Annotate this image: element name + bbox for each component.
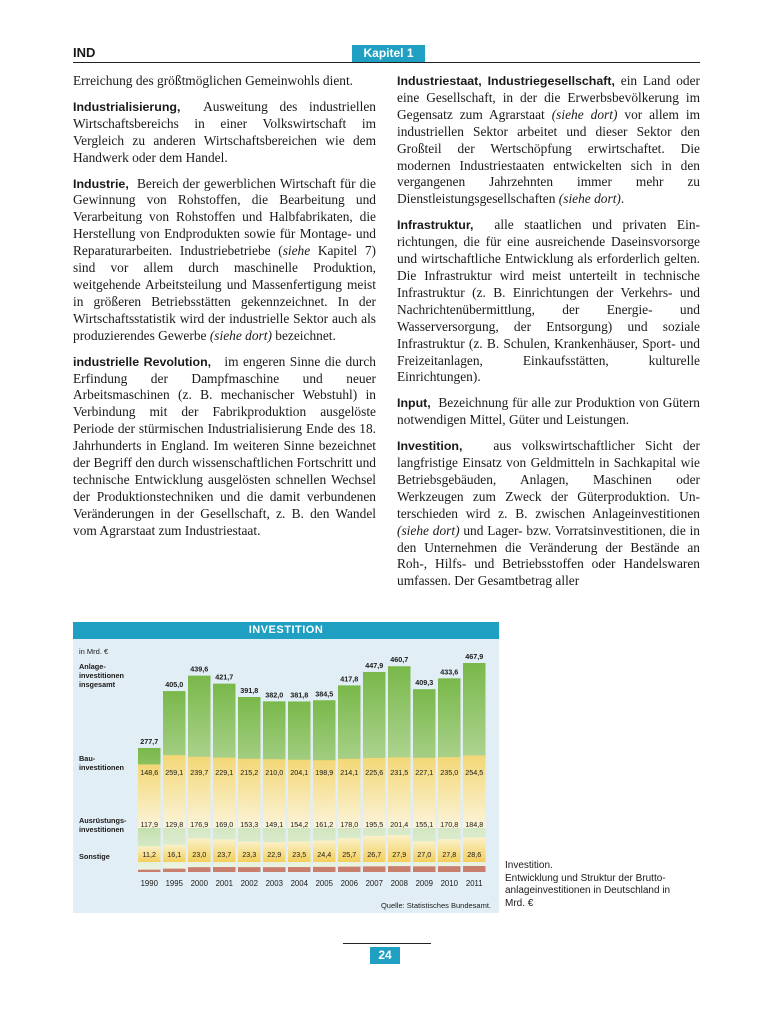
row-label-1-1: investitionen — [79, 763, 125, 772]
text-industriestaat-1: ein Land oder eine Gesellschaft, in der die Erwerbsbevölkerung im Gegensatz zum Agrarstaat — [397, 73, 700, 122]
intro-text: Erreichung des größtmöglichen Gemeinwohls dient. — [73, 73, 354, 88]
bar-sonstige-2005 — [313, 867, 336, 872]
label-ausruestung-2009: 155,1 — [415, 820, 434, 829]
entry-industrialisierung — [73, 99, 376, 167]
label-bau-2010: 235,0 — [440, 768, 459, 777]
label-sonstige-2001: 23,7 — [217, 850, 232, 859]
bar-sonstige-1990 — [138, 870, 161, 872]
investition-chart — [73, 622, 499, 913]
label-total-2003: 382,0 — [265, 690, 284, 700]
text-industrie-1: Bereich der gewerblichen Wirtschaft für die Gewinnung von Rohstoffen, die Bearbeitung und Verarbeitung von Rohstoffen und Halbfabrikaten, die Herstellung von Endprodukten sowie für Montage- und Reparaturarbeiten. Industriebetriebe ( — [73, 175, 376, 259]
label-ausruestung-1995: 129,8 — [165, 820, 184, 829]
bar-sonstige-2006 — [338, 867, 361, 872]
entry-investition — [397, 438, 700, 590]
chart-unit-label: in Mrd. € — [79, 647, 109, 656]
entry-industrie — [73, 176, 376, 345]
chart-caption — [505, 860, 705, 910]
label-ausruestung-2004: 154,2 — [290, 820, 309, 829]
term-infrastruktur: Infrastruktur, — [397, 218, 474, 233]
label-sonstige-2004: 23,5 — [292, 850, 307, 859]
bar-sonstige-2007 — [363, 866, 386, 872]
label-total-2005: 384,5 — [315, 689, 334, 699]
bar-sonstige-2008 — [388, 866, 411, 872]
bar-sonstige-1995 — [163, 869, 186, 872]
label-sonstige-2009: 27,0 — [417, 850, 432, 859]
label-ausruestung-2011: 184,8 — [465, 820, 484, 829]
ref-industriestaat-1: (siehe dort) — [551, 106, 618, 122]
text-industriestaat-2: vor allem im industriellen Sektor arbeitet und dieser Sektor den Großteil der Wertschöpfung erwirtschaftet. Die modernen Industriestaaten entwickelten sich in den vergangenen Jahrzehnten immer mehr zu Dienstleistungsgesellschaften — [397, 106, 701, 207]
label-total-2010: 433,6 — [440, 667, 459, 677]
text-industrie-2: Kapitel 7) sind vor allem durch maschinelle Produktion, weitgehende Arbeitsteilung und Massenfertigung meist in größeren Betriebsstätten gekennzeichnet. In der Wirtschaftsstatistik wird der industrielle Sektor auch als produzierendes Gewerbe — [73, 243, 377, 343]
row-label-0-2: insgesamt — [79, 680, 116, 689]
term-industrialisierung: Industrialisierung, — [73, 99, 181, 114]
label-sonstige-2006: 25,7 — [342, 850, 357, 859]
right-column — [397, 73, 700, 599]
year-label-2007: 2007 — [365, 879, 383, 888]
label-sonstige-2007: 26,7 — [367, 850, 382, 859]
caption-line-2: Entwicklung und Struktur der Brutto- — [505, 872, 666, 884]
label-bau-2000: 239,7 — [190, 768, 209, 777]
bar-bau-2011 — [463, 755, 486, 828]
term-industrie: Industrie, — [73, 176, 129, 191]
label-bau-2002: 215,2 — [240, 768, 259, 777]
entry-infrastruktur — [397, 217, 700, 386]
label-bau-1995: 259,1 — [165, 768, 184, 777]
caption-line-4: Mrd. € — [505, 897, 534, 909]
text-infrastruktur: alle staatlichen und privaten Einrichtungen, die für eine ausreichende Daseinsvorsorge und wirtschaftliche Entwicklung als erforderlich gelten. Die Infrastruktur wird meist unterteilt in technische Infrastruktur (z. B. Einrichtungen der Verkehrs- und Nachrichtenübermittlung, der Energie- und Wasserversorgung, der Entsorgung) und soziale Infrastruktur (z. B. Schulen, Krankenhäuser, Sport- und Freizeitanlagen, Einkaufsstätten, kulturelle Einrichtungen). — [397, 217, 700, 385]
year-label-1990: 1990 — [140, 879, 158, 888]
label-total-2000: 439,6 — [190, 664, 209, 674]
chart-title: INVESTITION — [73, 622, 499, 639]
label-total-1995: 405,0 — [165, 680, 184, 690]
bar-sonstige-2010 — [438, 866, 461, 872]
ref-siehe-dort: (siehe dort) — [209, 327, 272, 343]
label-bau-2004: 204,1 — [290, 768, 309, 777]
chapter-badge: Kapitel 1 — [352, 45, 425, 62]
ref-industriestaat-2: (siehe dort) — [558, 191, 621, 207]
label-ausruestung-2007: 195,5 — [365, 820, 384, 829]
bar-sonstige-2004 — [288, 867, 311, 872]
entry-industriestaat — [397, 73, 700, 208]
bar-sonstige-2002 — [238, 867, 261, 872]
bar-sonstige-2001 — [213, 867, 236, 872]
text-industrialisierung: Ausweitung des industriellen Wirtschaftsbereichs in einer Volkswirtschaft im Vergleich zu anderen Wirtschaftsbereichen wie dem Handwerk oder dem Handel. — [73, 98, 376, 165]
year-label-2009: 2009 — [415, 879, 433, 888]
caption-line-3: anlageinvestitionen in Deutschland in — [505, 885, 671, 896]
bar-sonstige-2011 — [463, 866, 486, 872]
chart-source: Quelle: Statistisches Bundesamt. — [380, 901, 491, 910]
label-bau-1990: 148,6 — [140, 768, 159, 777]
label-sonstige-2003: 22,9 — [267, 850, 282, 859]
label-total-1990: 277,7 — [140, 736, 159, 746]
label-total-2002: 391,8 — [240, 685, 259, 695]
year-label-1995: 1995 — [165, 879, 183, 888]
section-marker: IND — [73, 45, 96, 60]
label-sonstige-2008: 27,9 — [392, 850, 407, 859]
text-revolution: im engeren Sinne die durch Erfindung der Dampfmaschine und neuer Arbeitsmaschinen (z. B. mechanischer Webstuhl) in Verbindung mit der Fabrikproduktion ausgelöste Periode der stürmischen Industrialisierung Ende des 18. Jahrhunderts in England. Im weiteren Sinne bezeichnet der Begriff den durch wissenschaftlichen Fortschritt und technische Entwicklung ausgelösten schnellen Wechsel der Produktionstechniken und die damit verbundenen Veränderungen in der Gesellschaft, z. B. den Wandel vom Agrarstaat zum Industriestaat. — [73, 353, 377, 538]
row-label-3-0: Sonstige — [79, 852, 110, 861]
label-sonstige-2000: 23,0 — [192, 850, 207, 859]
label-total-2011: 467,9 — [465, 652, 484, 661]
label-bau-2009: 227,1 — [415, 768, 434, 777]
year-label-2002: 2002 — [240, 879, 258, 888]
chart-plot — [73, 639, 499, 913]
label-ausruestung-2002: 153,3 — [240, 820, 259, 829]
text-input: Bezeichnung für alle zur Produktion von Gütern notwendigen Mittel, Güter und Leistungen. — [397, 395, 700, 428]
label-sonstige-1995: 16,1 — [167, 850, 182, 859]
term-investition: Investition, — [397, 439, 463, 454]
row-label-2-1: investitionen — [79, 825, 125, 834]
label-sonstige-1990: 11,2 — [142, 850, 156, 859]
term-industriestaat: Industriestaat, Industriegesellschaft, — [397, 74, 615, 88]
label-ausruestung-2001: 169,0 — [215, 820, 234, 829]
year-label-2003: 2003 — [265, 879, 283, 888]
label-total-2001: 421,7 — [215, 672, 234, 682]
year-label-2004: 2004 — [290, 879, 308, 888]
year-label-2006: 2006 — [340, 879, 358, 888]
ref-investition: (siehe dort) — [397, 522, 460, 538]
label-sonstige-2010: 27,8 — [442, 850, 457, 859]
label-bau-2011: 254,5 — [465, 768, 484, 777]
label-ausruestung-2005: 161,2 — [315, 820, 334, 829]
year-label-2001: 2001 — [215, 879, 233, 888]
ref-siehe: siehe — [282, 243, 311, 259]
label-bau-2001: 229,1 — [215, 768, 234, 777]
bar-bau-1995 — [163, 755, 186, 828]
row-label-0-1: investitionen — [79, 671, 125, 680]
label-total-2009: 409,3 — [415, 678, 434, 688]
label-sonstige-2005: 24,4 — [317, 850, 332, 859]
year-label-2005: 2005 — [315, 879, 333, 888]
text-investition-1: aus volkswirtschaftlicher Sicht der langfristige Einsatz von Geldmitteln in Sachkapital wie Betriebsgebäuden, Anlagen, Maschinen oder Werkzeugen zum Zweck der Güterproduktion. Unterschieden wird z. B. zwischen Anlageinvestitionen — [397, 438, 700, 521]
label-total-2008: 460,7 — [390, 655, 409, 665]
entry-input — [397, 395, 700, 429]
intro-paragraph — [73, 73, 376, 90]
page-number: 24 — [370, 947, 400, 964]
text-industrie-3: bezeichnet. — [271, 327, 336, 343]
bar-sonstige-2000 — [188, 867, 211, 872]
label-total-2004: 381,8 — [290, 690, 309, 700]
text-investition-2: und Lager- bzw. Vorratsinvestitionen, die in den Unternehmen die Veränderung der Bestände an Roh-, Hilfs- und Betriebsstoffen oder Handelswaren umfassen. Der Gesamtbetrag aller — [397, 522, 701, 589]
bar-sonstige-2009 — [413, 866, 436, 872]
label-sonstige-2011: 28,6 — [467, 850, 482, 859]
year-label-2010: 2010 — [440, 879, 458, 888]
term-revolution: industrielle Revolution, — [73, 354, 212, 369]
label-ausruestung-2008: 201,4 — [390, 820, 409, 829]
year-label-2008: 2008 — [390, 879, 408, 888]
year-label-2000: 2000 — [190, 879, 208, 888]
label-ausruestung-2003: 149,1 — [265, 820, 284, 829]
row-label-2-0: Ausrüstungs- — [79, 816, 127, 825]
term-input: Input, — [397, 396, 431, 411]
entry-revolution — [73, 354, 376, 540]
label-bau-2007: 225,6 — [365, 768, 384, 777]
label-bau-2008: 231,5 — [390, 768, 409, 777]
label-total-2007: 447,9 — [365, 660, 384, 670]
left-column — [73, 73, 376, 549]
footer-rule — [343, 943, 431, 944]
row-label-0-0: Anlage- — [79, 662, 106, 671]
label-ausruestung-2006: 178,0 — [340, 820, 359, 829]
label-ausruestung-2010: 170,8 — [440, 820, 459, 829]
label-ausruestung-2000: 176,9 — [190, 820, 209, 829]
year-label-2011: 2011 — [465, 879, 483, 888]
bar-sonstige-2003 — [263, 867, 286, 872]
label-total-2006: 417,8 — [340, 674, 359, 684]
caption-line-1: Investition. — [505, 860, 553, 871]
row-label-1-0: Bau- — [79, 754, 96, 763]
label-bau-2006: 214,1 — [340, 768, 359, 777]
label-bau-2005: 198,9 — [315, 768, 334, 777]
label-bau-2003: 210,0 — [265, 768, 284, 777]
text-industriestaat-3: . — [620, 191, 625, 207]
label-sonstige-2002: 23,3 — [242, 850, 257, 859]
header-rule — [73, 62, 700, 63]
label-ausruestung-1990: 117,9 — [140, 820, 158, 829]
